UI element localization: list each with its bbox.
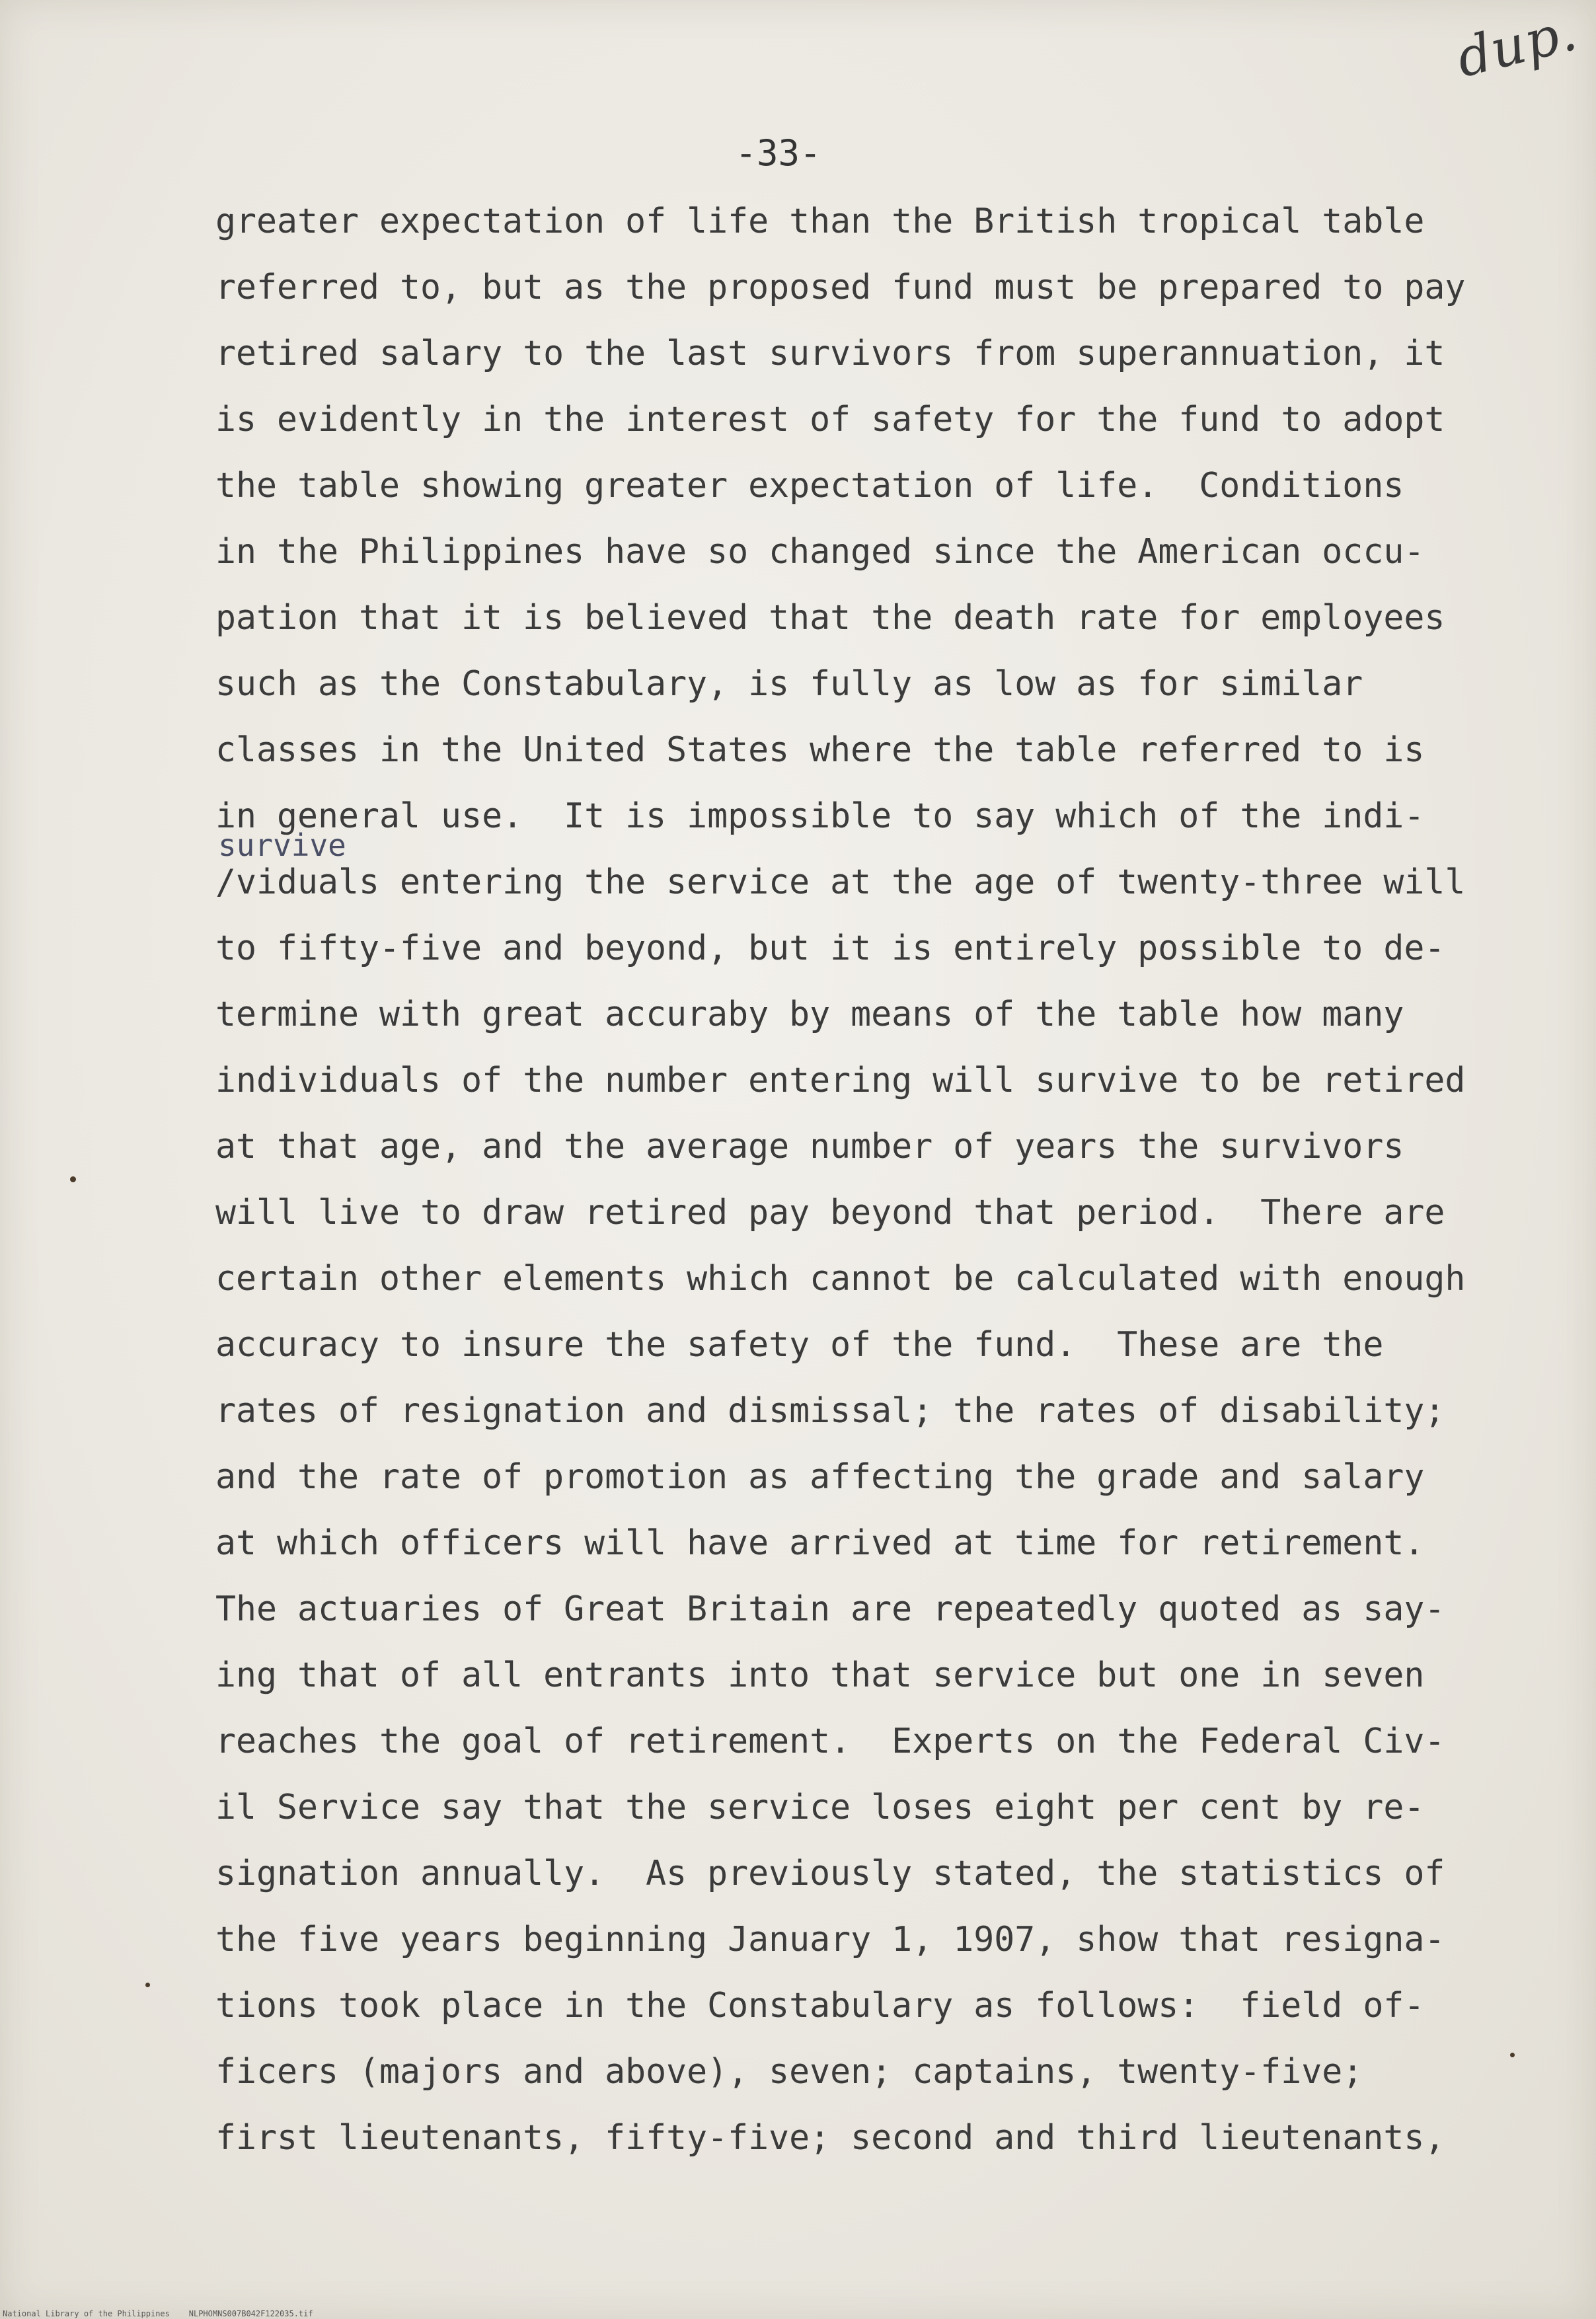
text-line: retired salary to the last survivors from superannuation, it	[215, 334, 1445, 373]
text-line: ficers (majors and above), seven; captains, twenty-five;	[215, 2052, 1363, 2092]
text-line: ing that of all entrants into that service but one in seven	[215, 1655, 1425, 1695]
text-line: certain other elements which cannot be calculated with enough	[215, 1259, 1466, 1299]
ink-speck	[1510, 2053, 1515, 2057]
text-line: at that age, and the average number of years the survivors	[215, 1127, 1404, 1166]
ink-speck	[70, 1176, 76, 1182]
text-line: individuals of the number entering will survive to be retired	[215, 1061, 1466, 1100]
text-line: such as the Constabulary, is fully as low as for similar	[215, 664, 1363, 704]
text-line: termine with great accuraby by means of the table how many	[215, 995, 1404, 1034]
text-line: /viduals entering the service at the age of twenty-three will	[215, 862, 1466, 902]
text-line: to fifty-five and beyond, but it is entirely possible to de-	[215, 929, 1445, 968]
typed-text-block	[215, 198, 1550, 2181]
text-line: in general use. It is impossible to say which of the indi-	[215, 796, 1425, 836]
text-line: greater expectation of life than the British tropical table	[215, 202, 1425, 241]
text-line: pation that it is believed that the death rate for employees	[215, 598, 1445, 638]
archive-footer: National Library of the Philippines NLPHOMNS007B042F122035.tif	[3, 2309, 313, 2318]
page-number: -33-	[735, 132, 821, 174]
interline-insertion: survive	[218, 827, 346, 863]
text-line: reaches the goal of retirement. Experts on the Federal Civ-	[215, 1722, 1445, 1761]
text-line: tions took place in the Constabulary as follows: field of-	[215, 1986, 1425, 2026]
text-line: in the Philippines have so changed since the American occu-	[215, 532, 1425, 572]
text-line: accuracy to insure the safety of the fund. These are the	[215, 1325, 1384, 1365]
text-line: classes in the United States where the table referred to is	[215, 730, 1425, 770]
text-line: and the rate of promotion as affecting the grade and salary	[215, 1457, 1425, 1497]
text-line: is evidently in the interest of safety for the fund to adopt	[215, 400, 1445, 439]
text-line: The actuaries of Great Britain are repeatedly quoted as say-	[215, 1589, 1445, 1629]
text-line: at which officers will have arrived at time for retirement.	[215, 1523, 1425, 1563]
text-line: the five years beginning January 1, 1907, show that resigna-	[215, 1920, 1445, 1959]
text-line: the table showing greater expectation of life. Conditions	[215, 466, 1404, 506]
text-line: rates of resignation and dismissal; the rates of disability;	[215, 1391, 1445, 1431]
text-line: signation annually. As previously stated, the statistics of	[215, 1854, 1445, 1893]
handwritten-annotation: dup.	[1451, 0, 1583, 90]
text-line: referred to, but as the proposed fund must be prepared to pay	[215, 268, 1466, 307]
text-line: il Service say that the service loses eight per cent by re-	[215, 1788, 1425, 1827]
text-line: first lieutenants, fifty-five; second and third lieutenants,	[215, 2118, 1445, 2158]
ink-speck	[145, 1983, 150, 1987]
text-line: will live to draw retired pay beyond that period. There are	[215, 1193, 1445, 1233]
